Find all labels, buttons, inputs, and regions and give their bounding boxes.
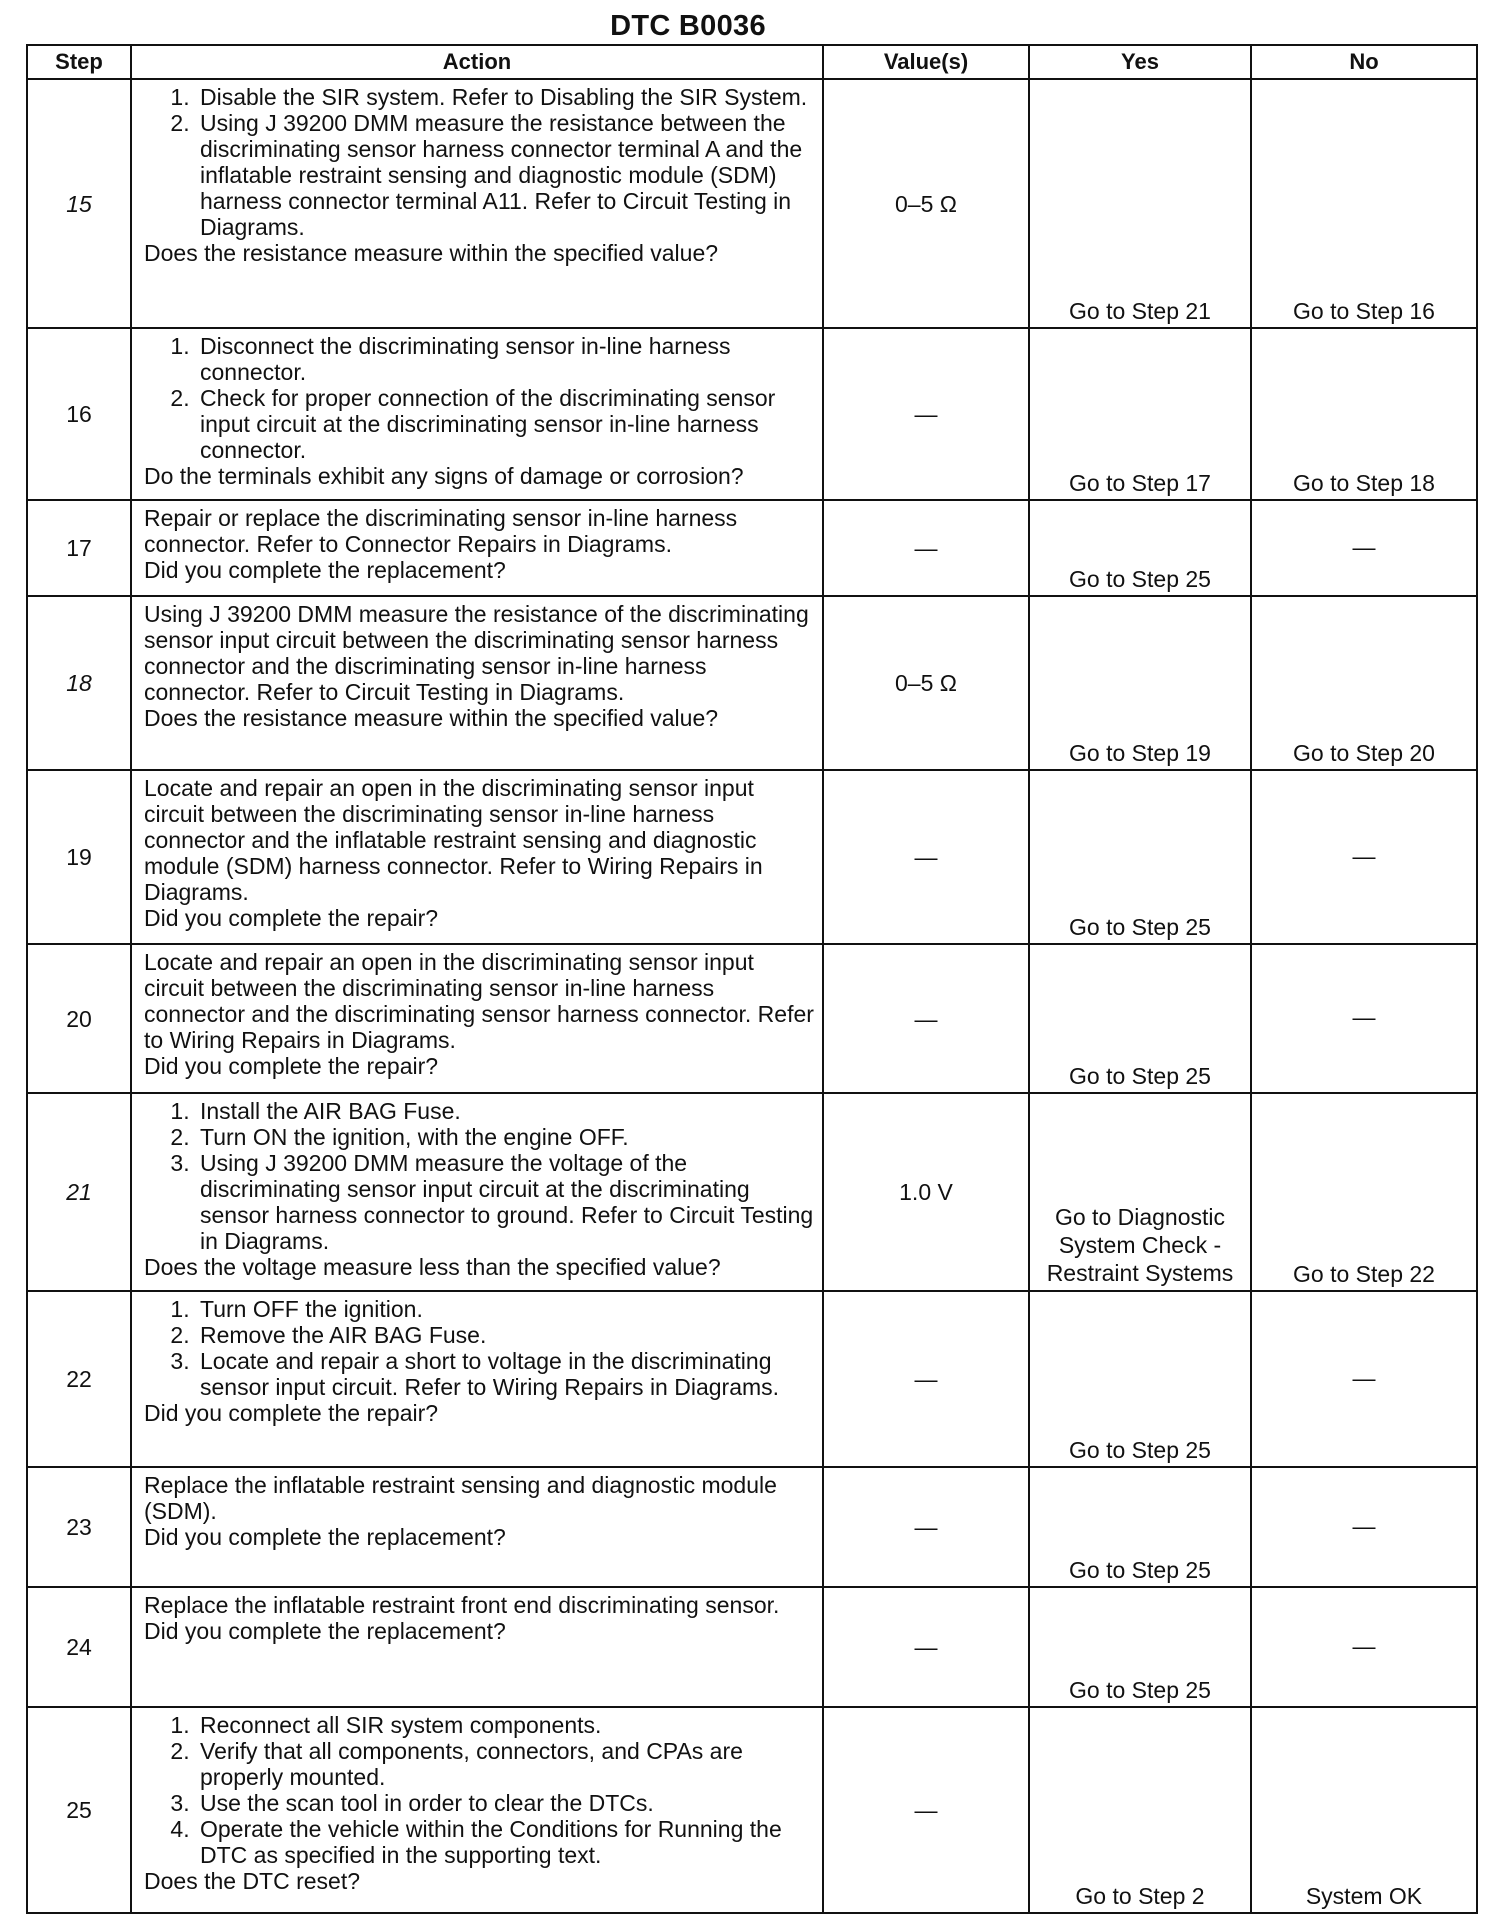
action-cell [131,770,823,944]
step-number: 20 [27,944,131,1093]
no-cell: — [1251,1587,1477,1707]
action-cell [131,500,823,596]
question-text: Does the resistance measure within the specified value? [144,240,719,266]
instruction-text: Using J 39200 DMM measure the resistance of the discriminating sensor input circuit between the discriminating sensor harness connector and the discriminating sensor in-line harness connector. Refer to Circuit Testing in Diagrams. [144,601,809,705]
step-number: 22 [27,1291,131,1467]
instruction-item: 1. Install the AIR BAG Fuse. [196,1098,814,1124]
header-values: Value(s) [823,45,1029,79]
yes-line: Go to Diagnostic [1054,1204,1226,1230]
instruction-text: Replace the inflatable restraint front end discriminating sensor. [144,1592,780,1618]
instruction-item: 2. Remove the AIR BAG Fuse. [196,1322,814,1348]
step-number: 23 [27,1467,131,1587]
value-cell: — [823,500,1029,596]
header-action: Action [131,45,823,79]
table-row [27,770,1477,944]
action-cell [131,1707,823,1913]
action-cell [131,1587,823,1707]
yes-cell: Go to Step 25 [1029,1587,1251,1707]
question-text: Did you complete the repair? [144,905,439,931]
instruction-item: 2. Check for proper connection of the discriminating sensor input circuit at the discriminating sensor in-line harness connector. [196,385,814,463]
yes-cell: Go to Step 25 [1029,1467,1251,1587]
instruction-list [144,1098,814,1254]
no-cell: System OK [1251,1707,1477,1913]
no-cell: — [1251,1291,1477,1467]
no-cell: Go to Step 16 [1251,79,1477,328]
instruction-list [144,333,814,463]
header-no: No [1251,45,1477,79]
instruction-text: Locate and repair an open in the discriminating sensor input circuit between the discriminating sensor in-line harness connector and the discriminating sensor harness connector. Refer to Wiring Repairs in Diagrams. [144,949,814,1053]
table-row [27,1291,1477,1467]
value-cell: — [823,944,1029,1093]
no-cell: Go to Step 20 [1251,596,1477,770]
table-row [27,944,1477,1093]
instruction-text: Locate and repair an open in the discriminating sensor input circuit between the discriminating sensor in-line harness connector and the inflatable restraint sensing and diagnostic module (SDM) harness connector. Refer to Wiring Repairs in Diagrams. [144,775,763,905]
instruction-text: Replace the inflatable restraint sensing and diagnostic module (SDM). [144,1472,777,1524]
step-number: 17 [27,500,131,596]
step-number: 25 [27,1707,131,1913]
question-text: Does the DTC reset? [144,1868,361,1894]
question-text: Do the terminals exhibit any signs of damage or corrosion? [144,463,744,489]
table-row [27,79,1477,328]
document-title: DTC B0036 [610,10,766,42]
value-cell: — [823,1467,1029,1587]
value-cell: — [823,770,1029,944]
value-cell: — [823,328,1029,500]
yes-cell: Go to Step 25 [1029,1291,1251,1467]
instruction-item: 3. Use the scan tool in order to clear the DTCs. [196,1790,814,1816]
instruction-list [144,1296,814,1400]
question-text: Does the voltage measure less than the specified value? [144,1254,721,1280]
instruction-item: 2. Verify that all components, connectors, and CPAs are properly mounted. [196,1738,814,1790]
yes-cell: Go to Step 25 [1029,770,1251,944]
yes-cell: Go to Step 25 [1029,944,1251,1093]
yes-cell: Go to Step 2 [1029,1707,1251,1913]
table-row [27,328,1477,500]
instruction-item: 1. Disconnect the discriminating sensor in-line harness connector. [196,333,814,385]
instruction-item: 2. Using J 39200 DMM measure the resistance between the discriminating sensor harness connector terminal A and the inflatable restraint sensing and diagnostic module (SDM) harness connector terminal A11. Refer to Circuit Testing in Diagrams. [196,110,814,240]
table-row [27,596,1477,770]
action-cell [131,1291,823,1467]
yes-cell: Go to Step 19 [1029,596,1251,770]
question-text: Did you complete the replacement? [144,1618,506,1644]
instruction-text: Repair or replace the discriminating sensor in-line harness connector. Refer to Connector Repairs in Diagrams. [144,505,738,557]
no-cell: Go to Step 18 [1251,328,1477,500]
no-cell: — [1251,770,1477,944]
no-cell: — [1251,500,1477,596]
question-text: Did you complete the replacement? [144,557,506,583]
yes-line: Restraint Systems [1046,1260,1234,1286]
table-row [27,1467,1477,1587]
diagnostic-table [26,44,1478,1914]
action-cell [131,944,823,1093]
question-text: Did you complete the repair? [144,1400,439,1426]
step-number: 15 [27,79,131,328]
table-header-row [27,45,1477,79]
instruction-list [144,1712,814,1868]
step-number: 16 [27,328,131,500]
instruction-item: 1. Turn OFF the ignition. [196,1296,814,1322]
yes-line: System Check - [1058,1232,1222,1258]
question-text: Does the resistance measure within the specified value? [144,705,719,731]
action-cell [131,328,823,500]
instruction-item: 1. Disable the SIR system. Refer to Disabling the SIR System. [196,84,814,110]
value-cell: — [823,1587,1029,1707]
value-cell: 1.0 V [823,1093,1029,1291]
step-number: 18 [27,596,131,770]
step-number: 21 [27,1093,131,1291]
yes-cell [1029,1093,1251,1291]
yes-cell: Go to Step 25 [1029,500,1251,596]
question-text: Did you complete the replacement? [144,1524,506,1550]
instruction-item: 1. Reconnect all SIR system components. [196,1712,814,1738]
table-row [27,500,1477,596]
instruction-item: 3. Locate and repair a short to voltage in the discriminating sensor input circuit. Refer to Wiring Repairs in Diagrams. [196,1348,814,1400]
instruction-item: 4. Operate the vehicle within the Conditions for Running the DTC as specified in the supporting text. [196,1816,814,1868]
instruction-item: 3. Using J 39200 DMM measure the voltage of the discriminating sensor input circuit at the discriminating sensor harness connector to ground. Refer to Circuit Testing in Diagrams. [196,1150,814,1254]
action-cell [131,1467,823,1587]
header-yes: Yes [1029,45,1251,79]
no-cell: — [1251,944,1477,1093]
table-row [27,1093,1477,1291]
action-cell [131,1093,823,1291]
yes-cell: Go to Step 17 [1029,328,1251,500]
instruction-list [144,84,814,240]
value-cell: — [823,1291,1029,1467]
yes-cell: Go to Step 21 [1029,79,1251,328]
instruction-item: 2. Turn ON the ignition, with the engine OFF. [196,1124,814,1150]
no-cell: — [1251,1467,1477,1587]
value-cell: — [823,1707,1029,1913]
question-text: Did you complete the repair? [144,1053,439,1079]
table-row [27,1707,1477,1913]
value-cell: 0–5 Ω [823,79,1029,328]
action-cell [131,79,823,328]
header-step: Step [27,45,131,79]
no-cell: Go to Step 22 [1251,1093,1477,1291]
step-number: 24 [27,1587,131,1707]
value-cell: 0–5 Ω [823,596,1029,770]
table-row [27,1587,1477,1707]
action-cell [131,596,823,770]
step-number: 19 [27,770,131,944]
